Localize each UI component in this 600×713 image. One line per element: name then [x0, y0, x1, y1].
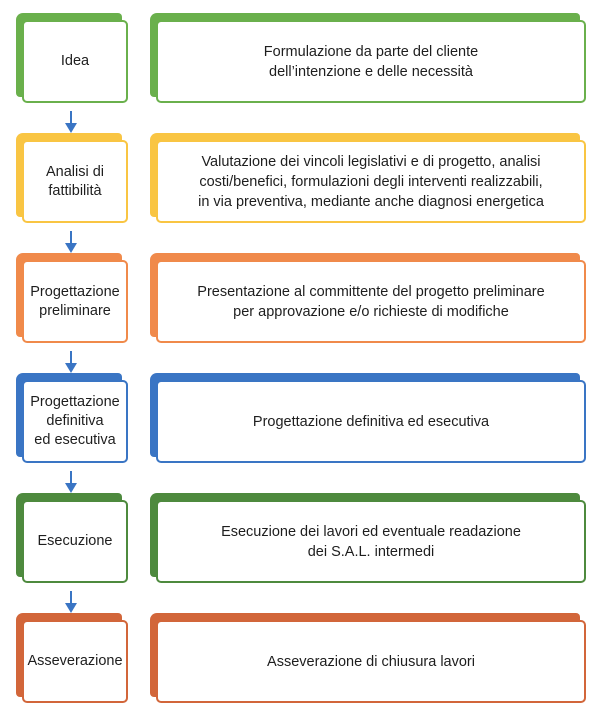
step-stage-box [16, 13, 128, 103]
step-description-box [150, 373, 586, 463]
step-description-box [150, 613, 586, 703]
flow-arrow-4 [65, 471, 77, 493]
description-text: Progettazione definitiva ed esecutiva [156, 380, 586, 463]
flow-arrow-3 [65, 351, 77, 373]
process-step-feasibility [0, 133, 600, 225]
stage-label: Progettazione definitiva ed esecutiva [22, 380, 128, 463]
flow-arrow-5 [65, 591, 77, 613]
process-step-idea [0, 13, 600, 105]
step-stage-box [16, 493, 128, 583]
step-stage-box [16, 373, 128, 463]
process-step-final-design [0, 373, 600, 465]
stage-label: Idea [22, 20, 128, 103]
flow-arrow-2 [65, 231, 77, 253]
flow-arrow-1 [65, 111, 77, 133]
step-description-box [150, 253, 586, 343]
step-description-box [150, 133, 586, 223]
step-description-box [150, 493, 586, 583]
stage-label: Analisi di fattibilità [22, 140, 128, 223]
step-stage-box [16, 133, 128, 223]
process-step-execution [0, 493, 600, 585]
description-text: Valutazione dei vincoli legislativi e di progetto, analisi costi/benefici, formulazioni degli interventi realizzabili, in via preventiva, mediante anche diagnosi energetica [156, 140, 586, 223]
process-step-certification [0, 613, 600, 705]
description-text: Presentazione al committente del progetto preliminare per approvazione e/o richieste di modifiche [156, 260, 586, 343]
stage-label: Esecuzione [22, 500, 128, 583]
step-stage-box [16, 613, 128, 703]
process-step-preliminary-design [0, 253, 600, 345]
description-text: Esecuzione dei lavori ed eventuale readazione dei S.A.L. intermedi [156, 500, 586, 583]
step-description-box [150, 13, 586, 103]
description-text: Asseverazione di chiusura lavori [156, 620, 586, 703]
step-stage-box [16, 253, 128, 343]
stage-label: Progettazione preliminare [22, 260, 128, 343]
description-text: Formulazione da parte del cliente dell’intenzione e delle necessità [156, 20, 586, 103]
stage-label: Asseverazione [22, 620, 128, 703]
